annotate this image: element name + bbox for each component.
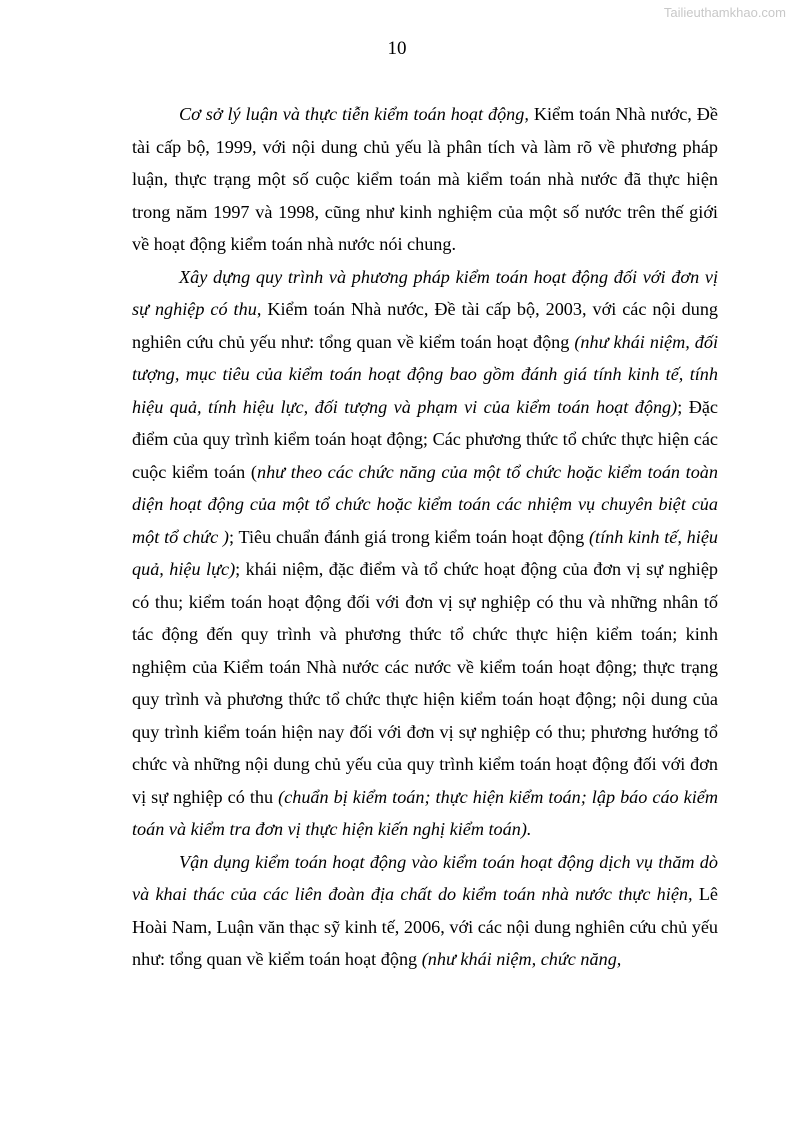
text-run-italic: (tính kinh tế, hiệu quả, hiệu lực): [132, 526, 718, 579]
reference-title: Xây dựng quy trình và phương pháp kiểm toán hoạt động đối với đơn vị sự nghiệp có thu: [132, 266, 718, 319]
paragraph-3: [132, 846, 718, 976]
text-run: Kiểm toán Nhà nước, Đề tài cấp bộ, 1999, với nội dung chủ yếu là phân tích và làm rõ về phương pháp luận, thực trạng một số cuộc kiểm toán mà kiểm toán nhà nước đã thực hiện trong năm 1997 và 1998, cũng như kinh nghiệm của một số nước trên thế giới về hoạt động kiểm toán nhà nước nói chung.: [132, 104, 718, 254]
text-run-italic: (chuẩn bị kiểm toán; thực hiện kiểm toán; lập báo cáo kiểm toán và kiểm tra đơn vị thực hiện kiến nghị kiểm toán).: [132, 786, 718, 839]
watermark: Tailieuthamkhao.com: [663, 5, 786, 20]
text-run-italic: như theo các chức năng của một tổ chức hoặc kiểm toán toàn diện hoạt động của một tổ chức hoặc kiểm toán các nhiệm vụ chuyên biệt của một tổ chức ): [132, 461, 718, 547]
body-text: [132, 98, 718, 976]
page-number: 10: [387, 38, 407, 59]
text-run: ; Đặc điểm của quy trình kiểm toán hoạt động; Các phương thức tổ chức thực hiện các cuộc kiểm toán (: [132, 396, 718, 482]
text-run-italic: (như khái niệm, chức năng,: [421, 949, 622, 969]
text-run-italic: (như khái niệm, đối tượng, mục tiêu của kiểm toán hoạt động bao gồm đánh giá tính kinh tế, tính hiệu quả, tính hiệu lực, đối tượng và phạm vi của kiểm toán hoạt động): [132, 331, 718, 417]
text-run: ; Tiêu chuẩn đánh giá trong kiểm toán hoạt động: [229, 526, 589, 547]
text-run: ; khái niệm, đặc điểm và tổ chức hoạt động của đơn vị sự nghiệp có thu; kiểm toán hoạt động đối với đơn vị sự nghiệp có thu và những nhân tố tác động đến quy trình và phương thức tổ chức thực hiện kiểm toán; kinh nghiệm của Kiểm toán Nhà nước các nước về kiểm toán hoạt động; thực trạng quy trình và phương thức tổ chức thực hiện kiểm toán hoạt động; nội dung của quy trình kiểm toán hiện nay đối với đơn vị sự nghiệp có thu; phương hướng tổ chức và những nội dung chủ yếu của quy trình kiểm toán hoạt động đối với đơn vị sự nghiệp có thu: [132, 559, 718, 807]
text-run: Lê Hoài Nam, Luận văn thạc sỹ kinh tế, 2006, với các nội dung nghiên cứu chủ yếu như: tổng quan về kiểm toán hoạt động: [132, 884, 719, 969]
paragraph-2: [132, 261, 718, 846]
reference-title: Cơ sở lý luận và thực tiễn kiểm toán hoạt động,: [179, 104, 529, 124]
text-run: , Kiểm toán Nhà nước, Đề tài cấp bộ, 2003, với các nội dung nghiên cứu chủ yếu như: tổng quan về kiểm toán hoạt động: [132, 299, 719, 352]
paragraph-1: [132, 98, 718, 261]
reference-title: Vận dụng kiểm toán hoạt động vào kiểm toán hoạt động dịch vụ thăm dò và khai thác của các liên đoàn địa chất do kiểm toán nhà nước thực hiện,: [132, 851, 718, 904]
